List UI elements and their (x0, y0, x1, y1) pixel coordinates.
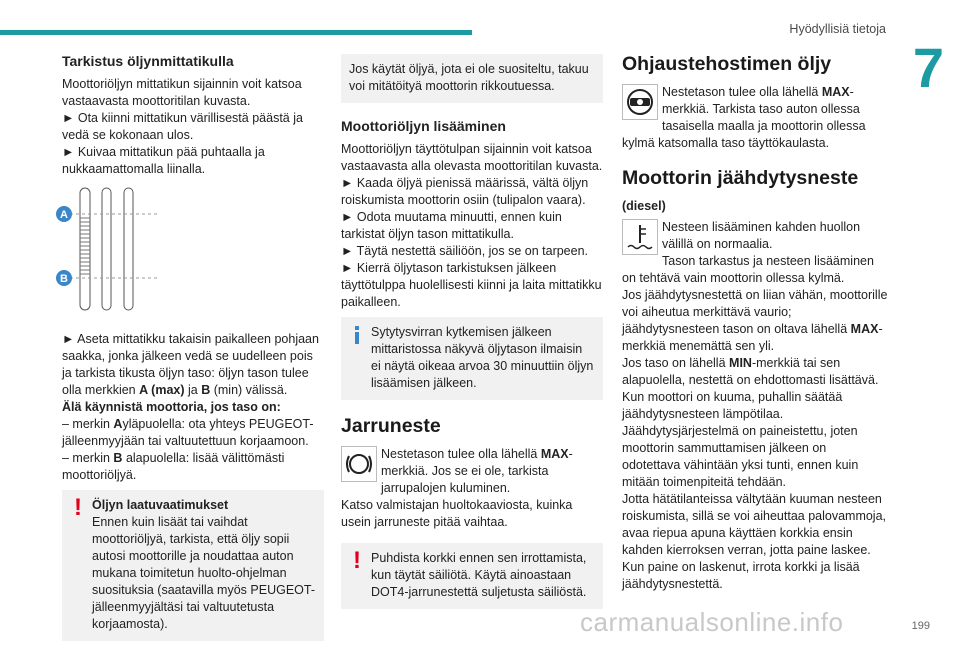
info-text: Sytytysvirran kytkemisen jälkeen mittaristossa näkyvä öljytason ilmaisin ei näytä oikeaa arvoa 30 minuuttiin öljyn lisäämisen jälkeen. (371, 325, 594, 390)
dipstick-p1: Moottoriöljyn mittatikun sijainnin voit katsoa vastaavasta moottoritilan kuvasta. (62, 77, 302, 108)
dipstick-p3: ► Kuivaa mittatikun pää puhtaalla ja nukkaamattomalla liinalla. (62, 145, 265, 176)
oil-adding-p2: ► Kaada öljyä pienissä määrissä, vältä öljyn roiskumista moottorin osiin (tulipalon vaara). (341, 176, 589, 207)
power-steering-section (622, 84, 888, 152)
brake-warning (341, 543, 603, 609)
coolant-p5: Kun moottori on kuuma, puhallin säätää jäähdytysnesteen lämpötilaa. (622, 390, 843, 421)
brake-fluid-section (341, 446, 603, 531)
brake-p2: Katso valmistajan huoltokaaviosta, kuinka usein jarruneste pitää vaihtaa. (341, 498, 573, 529)
info-icon (349, 324, 365, 392)
warning-title: Öljyn laatuvaatimukset (92, 498, 229, 512)
dipstick-p4: ► Aseta mittatikku takaisin paikalleen pohjaan saakka, jonka jälkeen vedä se uudelleen pois ja tarkista tikusta öljyn taso: öljyn tason tulee olla merkkien A (max) ja B (min) välissä. (62, 332, 319, 397)
coolant-p1: Nesteen lisääminen kahden huollon välillä on normaalia. (662, 220, 861, 251)
column-2 (341, 52, 603, 619)
warranty-note: Jos käytät öljyä, jota ei ole suositeltu, takuu voi mitätöityä moottorin rikkoutuessa. (341, 54, 603, 103)
coolant-p8: Kun paine on laskenut, irrota korkki ja lisää jäähdytysnestettä. (622, 560, 860, 591)
oil-quality-warning (62, 490, 324, 641)
coolant-heading: Moottorin jäähdytysneste (622, 167, 859, 189)
oil-adding-p5: ► Kierrä öljytason tarkistuksen jälkeen täyttötulppa huolellisesti kiinni ja laita mittatikku paikalleen. (341, 261, 602, 309)
brake-warning-text: Puhdista korkki ennen sen irrottamista, kun täytät säiliötä. Käytä ainoastaan DOT4-jarrunestettä suljetusta säiliöstä. (371, 551, 587, 599)
oil-adding-heading: Moottoriöljyn lisääminen (341, 118, 506, 134)
coolant-section (622, 219, 888, 593)
dipstick-illustration (54, 186, 164, 316)
brake-p1: Nestetason tulee olla lähellä MAX-merkkiä. Jos se ei ole, tarkista jarrupalojen kuluminen. (381, 447, 573, 495)
marker-b-label: B (60, 273, 68, 285)
coolant-p4: Jos taso on lähellä MIN-merkkiä tai sen alapuolella, nestettä on ehdottomasti lisättävä. (622, 356, 879, 387)
coolant-p7: Jotta hätätilanteissa vältytään kuuman nesteen roiskumista, sillä se voi aiheuttaa palovammoja, avaa riepua apuna käyttäen korkkia ensin kahden kierroksen verran, jotta paine laskee. (622, 492, 887, 557)
oil-adding-p3: ► Odota muutama minuutti, ennen kuin tarkistat öljyn tason mittatikulla. (341, 210, 562, 241)
oil-adding-p1: Moottoriöljyn täyttötulpan sijainnin voit katsoa vastaavasta alla olevasta moottoritilan kuvasta. (341, 142, 603, 173)
do-not-start-line: Älä käynnistä moottoria, jos taso on: (62, 400, 281, 414)
warning-exclamation-icon: ! (353, 547, 361, 574)
dash-item-1: – merkin Ayläpuolella: ota yhteys PEUGEOT-jälleenmyyjään tai valtuutettuun korjaamoon. (62, 417, 314, 448)
oil-adding-p4: ► Täytä nestettä säiliöön, jos se on tarpeen. (341, 244, 589, 258)
header-title: Hyödyllisiä tietoja (789, 22, 886, 36)
header-accent-bar (0, 30, 472, 35)
brake-warning-icon (341, 446, 377, 482)
coolant-icon (622, 219, 658, 255)
marker-a-label: A (60, 209, 68, 221)
chapter-number: 7 (912, 36, 944, 99)
column-1 (62, 52, 324, 651)
power-steering-heading: Ohjaustehostimen öljy (622, 53, 832, 75)
dash-item-2: – merkin B alapuolella: lisää välittömästi moottoriöljyä. (62, 451, 285, 482)
coolant-p3: Jos jäähdytysnestettä on liian vähän, moottorille voi aiheutua merkittävä vaurio; jäähdytysnesteen tason on oltava lähellä MAX-merkkiä menemättä sen yli. (622, 288, 888, 353)
diesel-label: (diesel) (622, 199, 666, 213)
page-number: 199 (911, 620, 930, 632)
warning-text: Ennen kuin lisäät tai vaihdat moottoriöljyä, tarkista, että öljy sopii autosi moottorille ja noudattaa auton mukana toimitetun huolto-ohjelman suosituksia (saatavilla myös PEUGEOT-jälleenmyyjältäsi tai valtuutetusta korjaamosta). (92, 515, 315, 631)
column-3 (622, 52, 888, 593)
power-steering-text: Nestetason tulee olla lähellä MAX-merkkiä. Tarkista taso auton ollessa tasaisella maalla ja moottorin ollessa kylmä katsomalla taso täyttökaulasta. (622, 85, 866, 150)
power-steering-icon (622, 84, 658, 120)
watermark: carmanualsonline.info (580, 607, 844, 637)
dipstick-p2: ► Ota kiinni mittatikun värillisestä päästä ja vedä se kokonaan ulos. (62, 111, 303, 142)
brake-fluid-heading: Jarruneste (341, 415, 441, 437)
coolant-p2: Tason tarkastus ja nesteen lisääminen on tehtävä vain moottorin ollessa kylmä. (622, 254, 874, 285)
info-note (341, 317, 603, 400)
warning-exclamation-icon: ! (74, 494, 82, 521)
coolant-p6: Jäähdytysjärjestelmä on paineistettu, joten moottorin sammuttamisen jälkeen on odotettava vähintään yksi tunti, ennen kuin mitään toimenpiteitä tehdään. (622, 424, 859, 489)
dipstick-heading: Tarkistus öljynmittatikulla (62, 53, 234, 69)
